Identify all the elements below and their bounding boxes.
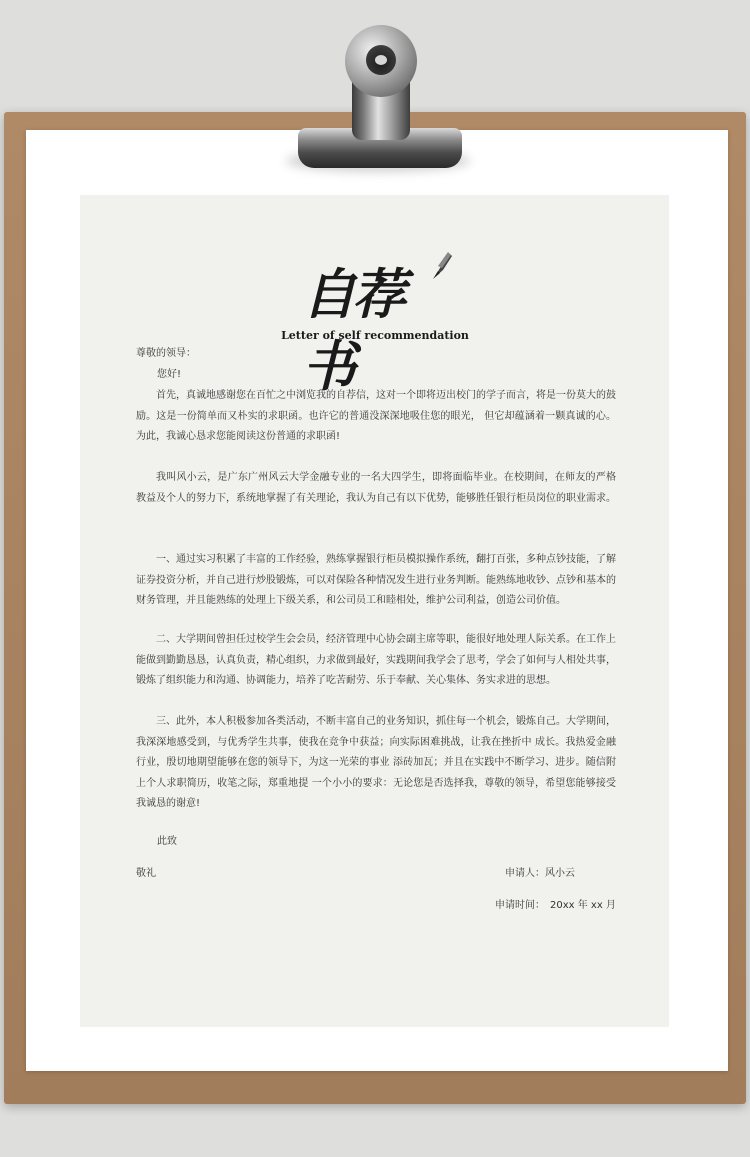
paragraph-background: 我叫风小云，是广东广州风云大学金融专业的一名大四学生，即将面临毕业。在校期间，在师友的严格 教益及个人的努力下，系统地掌握了有关理论，我认为自己有以下优势，能够胜任银行柜员岗位的职业需求。 [136, 472, 616, 504]
paragraph-point-1: 一、通过实习积累了丰富的工作经验，熟练掌握银行柜员模拟操作系统，翻打百张，多种点钞技能，了解证券投资分析，并自己进行炒股锻炼，可以对保险各种情况发生进行业务判断。能熟练地收钞、点钞和基本的财务管理，并且能熟练的处理上下级关系，和公司员工和睦相处，维护公司利益，创造公司价值。 [136, 554, 616, 606]
brush-icon [430, 250, 454, 280]
closing-line-1: 此致 [157, 836, 177, 847]
applicant-name: 申请人：风小云 [505, 868, 575, 879]
calligraphy-title-text: 自荐书 [302, 262, 402, 398]
closing-line-2: 敬礼 [136, 868, 156, 879]
paragraph-intro: 首先，真诚地感谢您在百忙之中浏览我的自荐信，这对一个即将迈出校门的学子而言，将是一份莫大的鼓励。这是一份简单而又朴实的求职函。也许它的普通没深深地吸住您的眼光， 但它却蕴涵着一颗真诚的心。为此，我诚心恳求您能阅读这份普通的求职函! [136, 390, 616, 442]
paragraph-point-2: 二、大学期间曾担任过校学生会会员，经济管理中心协会副主席等职，能很好地处理人际关系。在工作上能做到勤勤恳恳，认真负责，精心组织，力求做到最好，实践期间我学会了思考，学会了如何与人相处共事，锻炼了组织能力和沟通、协调能力，培养了吃苦耐劳、乐于奉献、关心集体、务实求进的思想。 [136, 634, 616, 686]
binder-clip-hole [366, 45, 396, 75]
salutation: 尊敬的领导： [136, 348, 196, 359]
title-subtitle: Letter of self recommendation [281, 329, 469, 342]
greeting: 您好! [157, 369, 182, 380]
application-date: 申请时间： 20xx 年 xx 月 [495, 900, 616, 911]
paragraph-point-3: 三、此外，本人积极参加各类活动，不断丰富自己的业务知识，抓住每一个机会，锻炼自己。大学期间，我深深地感受到，与优秀学生共事，使我在竞争中获益；向实际困难挑战，让我在挫折中 成长。我热爱金融行业，殷切地期望能够在您的领导下，为这一光荣的事业 添砖加瓦；并且在实践中不断学习、进步。随信附上个人求职简历，收笔之际，郑重地提 一个小小的要求：无论您是否选择我，尊敬的领导，希望您能够接受我诚恳的谢意! [136, 716, 616, 809]
